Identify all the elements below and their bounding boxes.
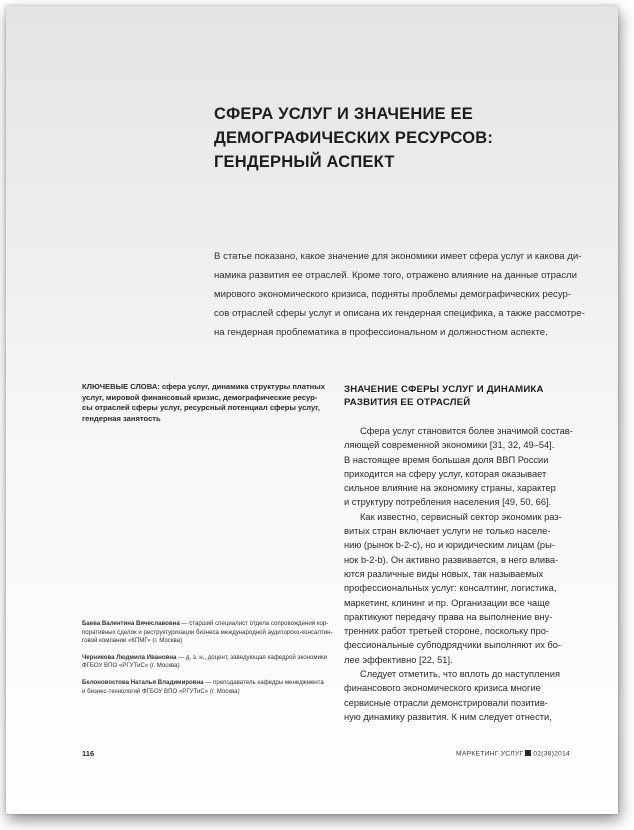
document-page: [6, 6, 618, 814]
body-line: ются различные виды новых, так называемых: [344, 568, 544, 579]
abstract-line: мирового экономического кризиса, подняты проблемы демографических ресур-: [214, 289, 572, 300]
body-line: фессиональные субподрядчики выполняют их бо-: [344, 640, 562, 651]
page-number: 116: [82, 749, 95, 758]
keywords-line: КЛЮЧЕВЫЕ СЛОВА: сфера услуг, динамика структуры платных: [82, 382, 325, 391]
title-line: СФЕРА УСЛУГ И ЗНАЧЕНИЕ ЕЕ: [214, 105, 473, 123]
body-line: тренних работ третьей стороне, поскольку про-: [344, 626, 550, 637]
issue-number: 02(38)2014: [533, 750, 570, 758]
square-separator-icon: [525, 750, 531, 756]
section-heading-line: ЗНАЧЕНИЕ СФЕРЫ УСЛУГ И ДИНАМИКА: [344, 384, 544, 395]
body-line: В настоящее время большая доля ВВП России: [344, 454, 549, 465]
author-affiliation: ФГБОУ ВПО «РГУТиС» (г. Москва): [82, 662, 180, 670]
author-entry: [82, 620, 332, 646]
abstract-line: намика развития ее отраслей. Кроме того, отражено влияние на данные отрасли: [214, 270, 578, 281]
body-line: нию (рынок b-2-c), но и юридическим лицам (ры-: [344, 540, 555, 551]
body-line: профессиональных услуг: консалтинг, логистика,: [344, 583, 557, 594]
body-line: Как известно, сервисный сектор экономик раз-: [360, 511, 562, 522]
running-footer: [456, 750, 570, 758]
body-text: [344, 424, 606, 724]
body-line: финансового экономического кризиса многие: [344, 683, 541, 694]
title-line: ДЕМОГРАФИЧЕСКИХ РЕСУРСОВ:: [214, 129, 494, 147]
author-affiliation: — старший специалист отдела сопровождения кор-: [179, 620, 329, 627]
body-line: маркетинг, клининг и пр. Организации все чаще: [344, 597, 550, 608]
body-line: Сфера услуг становится более значимой состав-: [360, 426, 573, 436]
body-line: сервисные отрасли демонстрировали позитив-: [344, 697, 548, 708]
title-line: ГЕНДЕРНЫЙ АСПЕКТ: [214, 153, 395, 171]
keywords-line: гендерная занятость: [82, 413, 161, 423]
body-line: и структуру потребления населения [49, 50, 66].: [344, 497, 552, 508]
body-line: нок b-2-b). Он активно развивается, в него влива-: [344, 554, 559, 565]
body-line: ляющей современной экономики [31, 32, 49–54].: [344, 440, 555, 451]
author-affiliation: и бизнес-технологий ФГБОУ ВПО «РГУТиС» (г. Москва): [82, 687, 240, 695]
body-line: приходится на сферу услуг, которая оказывает: [344, 468, 547, 479]
abstract-line: на гендерная проблематика в профессиональном и должностном аспекте.: [214, 327, 548, 338]
author-name: Баева Валентина Вячеславовна: [82, 620, 180, 627]
author-affiliation: поративных сделок и реструктуризации бизнеса международной аудиторско-консалтин-: [82, 628, 333, 636]
author-affiliation: — преподаватель кафедры менеджмента: [203, 678, 324, 686]
article-title: [214, 102, 534, 174]
journal-name: МАРКЕТИНГ УСЛУГ: [456, 750, 524, 758]
author-info: [82, 620, 332, 704]
section-heading-line: РАЗВИТИЯ ЕЕ ОТРАСЛЕЙ: [344, 397, 471, 408]
body-line: лее эффективно [22, 51].: [344, 654, 453, 665]
author-name: Белоновостова Наталья Владимировна: [82, 678, 204, 686]
keywords: [82, 382, 332, 424]
body-line: витых стран включает услуги не только населе-: [344, 526, 551, 537]
author-entry: [82, 654, 332, 671]
abstract-line: сов отраслей сферы услуг и описана их гендерная специфика, а также рассмотре-: [214, 308, 585, 319]
author-affiliation: говой компании «КПМГ» (г. Москва): [82, 637, 183, 645]
keywords-line: услуг, мировой финансовый кризис, демографические ресур-: [82, 392, 318, 402]
keywords-line: сы отраслей сферы услуг, ресурсный потенциал сферы услуг,: [82, 403, 320, 413]
abstract-line: В статье показано, какое значение для экономики имеет сфера услуг и какова ди-: [214, 251, 582, 262]
section-heading: [344, 383, 604, 409]
body-line: практикуют передачу права на выполнение вну-: [344, 611, 553, 622]
body-line: ную динамику развития. К ним следует отнести,: [344, 711, 552, 722]
author-name: Черникова Людмила Ивановна: [82, 653, 177, 661]
abstract: [214, 247, 584, 342]
author-entry: [82, 679, 332, 696]
body-line: сильное влияние на экономику страны, характер: [344, 483, 556, 494]
body-line: Следует отметить, что вплоть до наступления: [360, 669, 561, 680]
author-affiliation: — д. э. н., доцент, заведующая кафедрой экономики: [176, 653, 328, 661]
